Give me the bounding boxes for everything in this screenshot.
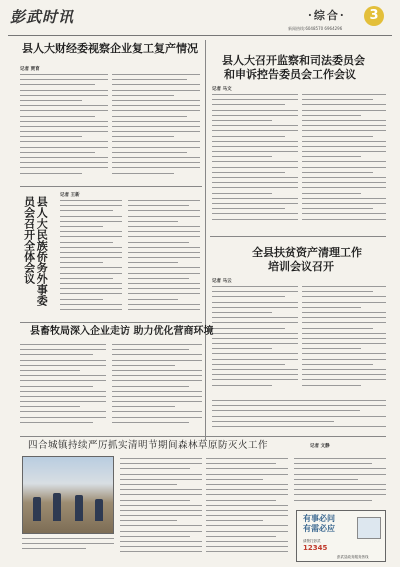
ad-title-line1: 有事必问 [303, 514, 335, 523]
section-label: ·综合· [308, 9, 346, 22]
article-2-col-2 [302, 94, 386, 230]
dateline: 新闻热线:6048570 6964296 [288, 26, 343, 31]
article-2-headline-line1: 县人大召开监察和司法委员会 [222, 54, 365, 67]
divider [20, 322, 202, 323]
article-3-col-2 [128, 200, 200, 318]
masthead [8, 4, 392, 36]
column-rule [205, 40, 206, 440]
article-6-col-3 [294, 458, 386, 508]
newspaper-brand: 彭武时讯 [10, 8, 75, 26]
article-5-col-3 [212, 400, 386, 430]
divider [210, 236, 386, 237]
article-2-headline-line2: 和申诉控告委员会工作会议 [224, 68, 356, 81]
ad-title-line2: 有需必应 [303, 524, 335, 533]
divider [20, 186, 202, 187]
ad-subtitle: 请拨打彭武 [303, 539, 321, 543]
article-2-col-1 [212, 94, 298, 230]
article-1-col-1 [20, 74, 108, 182]
article-4-col-1 [212, 286, 298, 396]
article-1-byline: 记者 贾育 [20, 67, 40, 72]
article-3-col-1 [60, 200, 122, 318]
photo-caption [22, 538, 114, 562]
ad-illustration [357, 517, 381, 539]
ad-footer: 彭武县政务服务热线 [337, 555, 369, 559]
article-3-byline: 记者 王新 [60, 193, 80, 198]
article-1-headline: 县人大财经委视察企业复工复产情况 [22, 42, 198, 55]
article-2-byline: 记者 马文 [212, 87, 232, 92]
article-6-byline: 记者 文静 [310, 444, 330, 449]
firefighting-photo [22, 456, 114, 534]
article-5-col-2 [112, 344, 202, 430]
article-4-byline: 记者 马云 [212, 279, 232, 284]
article-3-vertical-title: 县人大民族侨务外事委员会召开全体会议 [22, 196, 49, 306]
article-5-headline: 县畜牧局深入企业走访 助力优化营商环境 [30, 326, 214, 337]
page-number-badge: 3 [364, 6, 384, 26]
divider [20, 436, 386, 437]
article-1-col-2 [112, 74, 200, 182]
hotline-ad [296, 510, 386, 562]
article-6-col-1 [120, 458, 202, 562]
article-6-headline: 四合城镇持续严厉抓实清明节期间森林草原防灭火工作 [28, 440, 269, 451]
article-5-col-1 [20, 344, 106, 430]
ad-hotline-number: 12345 [303, 544, 328, 552]
article-4-col-2 [302, 286, 386, 396]
article-6-col-2 [206, 458, 288, 562]
article-4-headline-line2: 培训会议召开 [268, 260, 334, 273]
article-4-headline-line1: 全县扶贫资产清理工作 [252, 246, 362, 259]
